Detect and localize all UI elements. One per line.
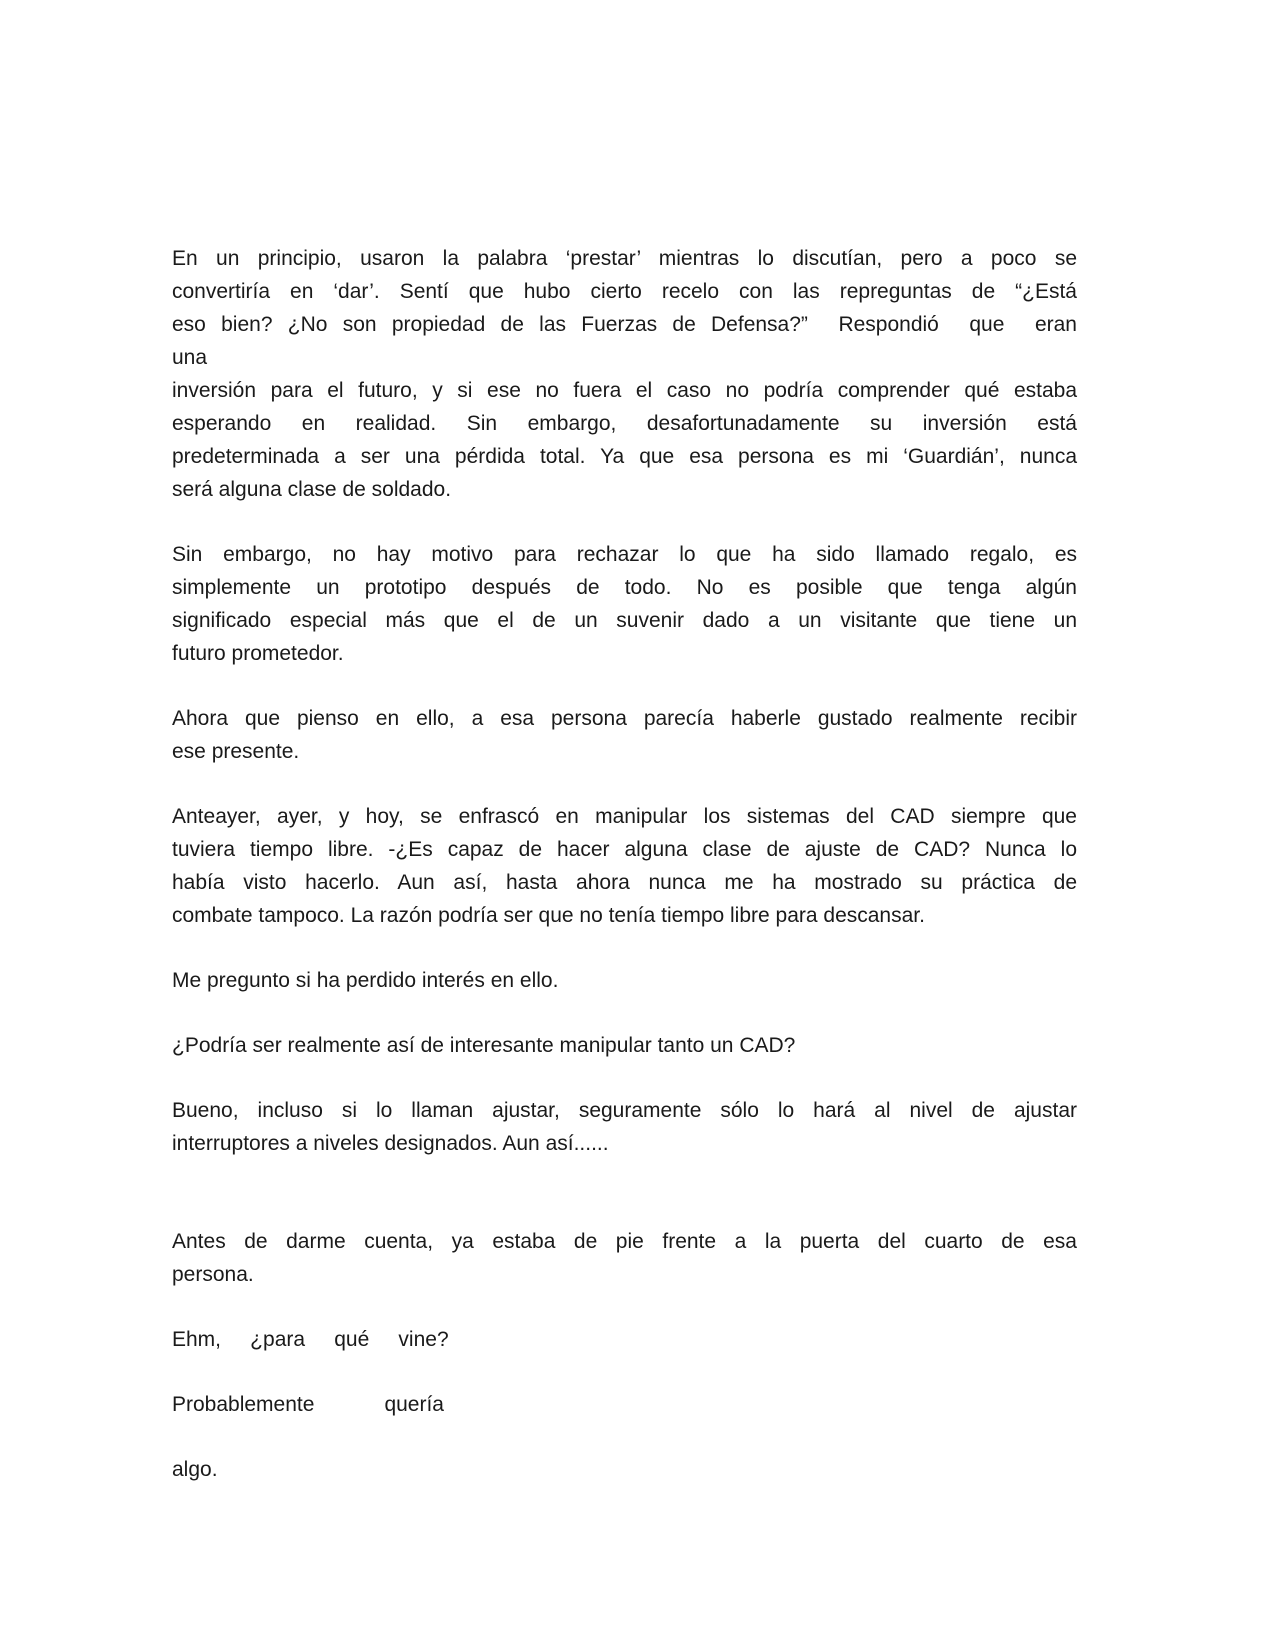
text-line: Sin embargo, no hay motivo para rechazar lo que ha sido llamado regalo, es bbox=[172, 543, 1077, 566]
paragraph bbox=[172, 1094, 1077, 1160]
text-line: Me pregunto si ha perdido interés en ello. bbox=[172, 969, 559, 992]
paragraph bbox=[172, 1323, 1077, 1356]
text-line: En un principio, usaron la palabra ‘prestar’ mientras lo discutían, pero a poco se bbox=[172, 247, 1077, 270]
paragraph bbox=[172, 538, 1077, 670]
text-line: convertiría en ‘dar’. Sentí que hubo cierto recelo con las repreguntas de “¿Está bbox=[172, 280, 1077, 303]
text-line: Bueno, incluso si lo llaman ajustar, seguramente sólo lo hará al nivel de ajustar bbox=[172, 1099, 1077, 1122]
paragraph bbox=[172, 964, 1077, 997]
text-line: ¿Podría ser realmente así de interesante manipular tanto un CAD? bbox=[172, 1034, 796, 1057]
paragraph bbox=[172, 702, 1077, 768]
text-line: persona. bbox=[172, 1263, 254, 1286]
paragraph bbox=[172, 1225, 1077, 1291]
text-line: interruptores a niveles designados. Aun así...... bbox=[172, 1132, 609, 1155]
text-line: eso bien? ¿No son propiedad de las Fuerzas de Defensa?” Respondió que eran bbox=[172, 313, 1077, 336]
text-line: había visto hacerlo. Aun así, hasta ahora nunca me ha mostrado su práctica de bbox=[172, 871, 1077, 894]
paragraph bbox=[172, 800, 1077, 932]
text-line: significado especial más que el de un suvenir dado a un visitante que tiene un bbox=[172, 609, 1077, 632]
text-line: combate tampoco. La razón podría ser que no tenía tiempo libre para descansar. bbox=[172, 904, 925, 927]
text-line: predeterminada a ser una pérdida total. Ya que esa persona es mi ‘Guardián’, nunca bbox=[172, 445, 1077, 468]
text-line: Antes de darme cuenta, ya estaba de pie frente a la puerta del cuarto de esa bbox=[172, 1230, 1077, 1253]
text-line: Ehm, ¿para qué vine? bbox=[172, 1328, 449, 1351]
text-line: Ahora que pienso en ello, a esa persona parecía haberle gustado realmente recibir bbox=[172, 707, 1077, 730]
paragraph bbox=[172, 1453, 1077, 1486]
text-line: una bbox=[172, 346, 208, 369]
text-line: futuro prometedor. bbox=[172, 642, 344, 665]
paragraph bbox=[172, 1029, 1077, 1062]
text-line: simplemente un prototipo después de todo. No es posible que tenga algún bbox=[172, 576, 1077, 599]
paragraph bbox=[172, 1388, 1077, 1421]
paragraph bbox=[172, 242, 1077, 506]
text-line: será alguna clase de soldado. bbox=[172, 478, 452, 501]
text-line: Anteayer, ayer, y hoy, se enfrascó en manipular los sistemas del CAD siempre que bbox=[172, 805, 1077, 828]
text-line: Probablemente quería bbox=[172, 1393, 444, 1416]
document-text bbox=[172, 242, 1077, 1518]
text-line: algo. bbox=[172, 1458, 218, 1481]
text-line: inversión para el futuro, y si ese no fuera el caso no podría comprender qué estaba bbox=[172, 379, 1077, 402]
text-line: ese presente. bbox=[172, 740, 300, 763]
text-line: tuviera tiempo libre. -¿Es capaz de hacer alguna clase de ajuste de CAD? Nunca lo bbox=[172, 838, 1077, 861]
text-line: esperando en realidad. Sin embargo, desafortunadamente su inversión está bbox=[172, 412, 1077, 435]
